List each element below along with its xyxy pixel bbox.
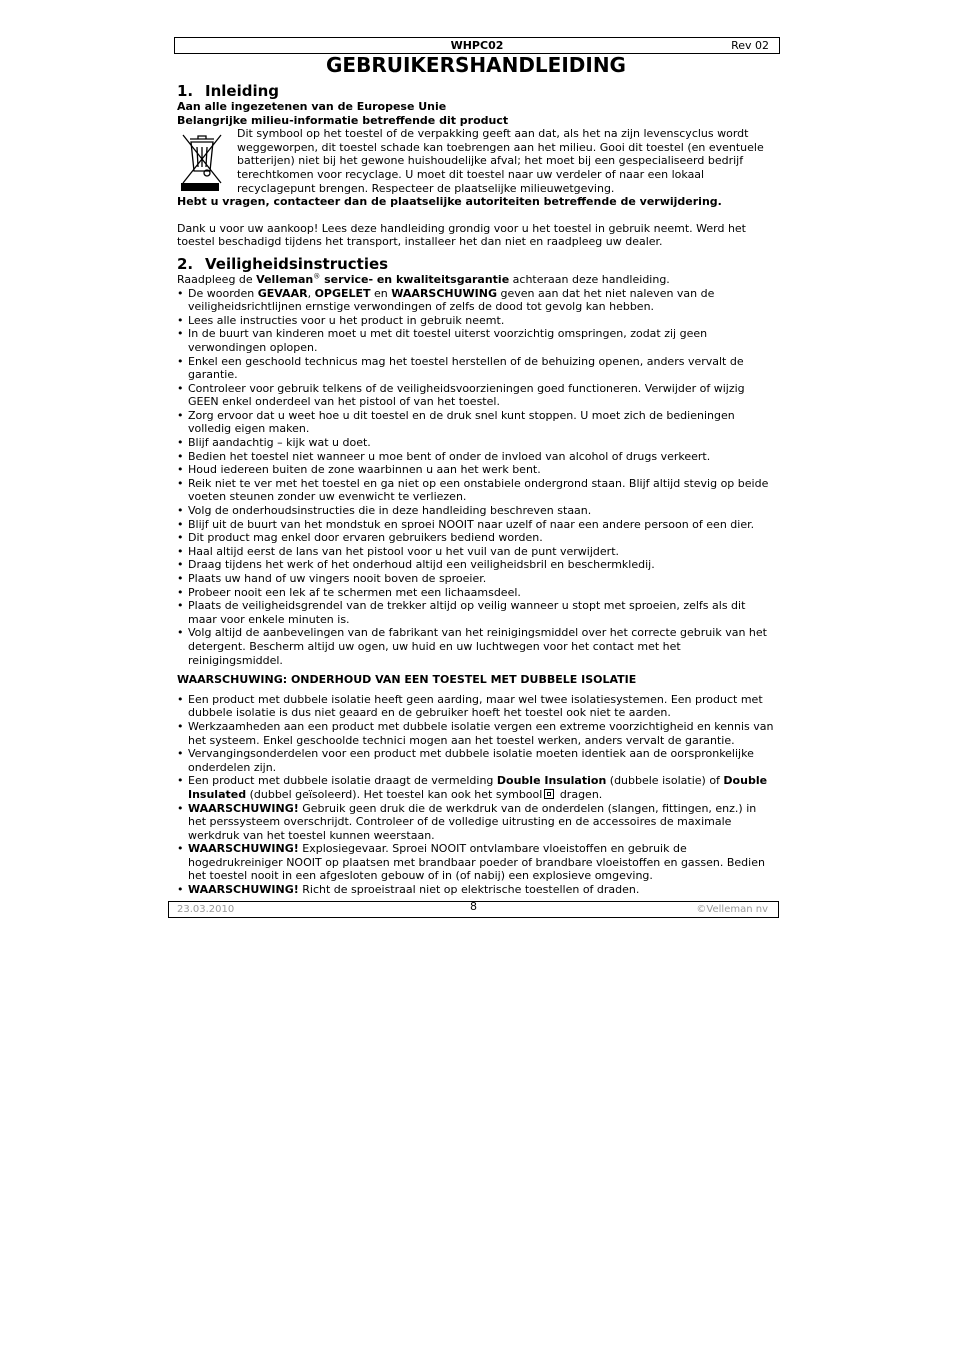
di-t2: (dubbele isolatie) of [606, 774, 724, 788]
header-revision: Rev 02 [731, 39, 769, 52]
footer-copyright: ©Velleman nv [696, 904, 768, 915]
insulation-list [177, 693, 777, 897]
warning-label: WAARSCHUWING! [188, 801, 299, 815]
environment-info-line: Belangrijke milieu-informatie betreffende dit product [177, 113, 509, 127]
intro-prefix: Raadpleeg de [177, 272, 257, 286]
list-item: • Bedien het toestel niet wanneer u moe bent of onder de invloed van alcohol of drugs verkeert. [177, 450, 777, 464]
thanks-paragraph: Dank u voor uw aankoop! Lees deze handleiding grondig voor u het toestel in gebruik neemt. Werd het toestel beschadigd tijdens het transport, installeer het dan niet en raadpleeg uw dealer. [177, 221, 746, 249]
list-item: • Volg de onderhoudsinstructies die in deze handleiding beschreven staan. [177, 504, 777, 518]
list-item: • Blijf aandachtig – kijk wat u doet. [177, 436, 777, 450]
di-b2: Double Insulated [188, 774, 768, 801]
warning-text: Explosiegevaar. Sproei NOOIT ontvlambare vloeistoffen en gebruik de hogedrukreiniger NOOIT op plaatsen met brandbaar poeder of brandbare vloeistoffen en gassen. Bedien het toestel nooit in een afgesloten gebouw of in (of nabij) een explosieve omgeving. [188, 842, 765, 883]
warranty-intro [177, 273, 777, 287]
list-item: • Haal altijd eerst de lans van het pistool voor u het vuil van de punt verwijdert. [177, 545, 777, 559]
section2-title: Veiligheidsinstructies [205, 254, 389, 273]
list-item: • Reik niet te ver met het toestel en ga niet op een onstabiele ondergrond staan. Blijf altijd stevig op beide voeten steunen zonder uw evenwicht te verliezen. [177, 477, 777, 504]
list-item: • Probeer nooit een lek af te schermen met een lichaamsdeel. [177, 586, 777, 600]
list-item: • Vervangingsonderdelen voor een product met dubbele isolatie moeten identiek aan de oorspronkelijke onderdelen zijn. [177, 747, 777, 774]
section2-number: 2. [177, 254, 194, 273]
list-item [177, 774, 777, 801]
weee-notice [177, 127, 777, 195]
double-insulation-symbol-icon [544, 789, 554, 799]
di-t3: (dubbel geïsoleerd). Het toestel kan ook het symbool [246, 787, 543, 801]
list-item: • Volg altijd de aanbevelingen van de fabrikant van het reinigingsmiddel over het correcte gebruik van het detergent. Bescherm altijd uw ogen, uw huid en uw luchtwegen voor het contact met het reinigingsmiddel. [177, 626, 777, 667]
warning-label: WAARSCHUWING! [188, 883, 299, 897]
fb-w2: OPGELET [314, 286, 371, 300]
list-item: • Blijf uit de buurt van het mondstuk en sproei NOOIT naar uzelf of naar een andere persoon of een dier. [177, 518, 777, 532]
di-t1: Een product met dubbele isolatie draagt de vermelding [188, 774, 497, 788]
fb-t2: , [307, 286, 315, 300]
fb-t4: geven aan dat het niet naleven van de veiligheidsrichtlijnen ernstige verwondingen of zelfs de dood tot gevolg kan hebben. [188, 286, 715, 314]
footer-date: 23.03.2010 [177, 904, 235, 915]
double-insulation-warning-heading: WAARSCHUWING: ONDERHOUD VAN EEN TOESTEL MET DUBBELE ISOLATIE [177, 673, 637, 687]
list-item: • Een product met dubbele isolatie heeft geen aarding, maar wel twee isolatiesystemen. Een product met dubbele isolatie is dus niet geaard en de gebruiker hoeft het toestel ook niet te aarden. [177, 693, 777, 720]
document-body [177, 82, 777, 897]
safety-list [177, 287, 777, 668]
fb-w3: WAARSCHUWING [391, 286, 498, 300]
list-item [177, 842, 777, 883]
fb-w1: GEVAAR [257, 286, 308, 300]
registered-mark: ® [313, 272, 321, 281]
eu-residents-line: Aan alle ingezetenen van de Europese Unie [177, 100, 447, 113]
list-item: • In de buurt van kinderen moet u met dit toestel uiterst voorzichtig omspringen, zodat zij geen verwondingen oplopen. [177, 327, 777, 354]
header-model: WHPC02 [450, 39, 504, 52]
warning-label: WAARSCHUWING! [188, 842, 299, 856]
list-item [177, 883, 777, 897]
list-item: • Plaats uw hand of uw vingers nooit boven de sproeier. [177, 572, 777, 586]
section1-title: Inleiding [205, 82, 280, 100]
list-item: • Dit product mag enkel door ervaren gebruikers bediend worden. [177, 531, 777, 545]
intro-suffix: achteraan deze handleiding. [509, 272, 670, 286]
crossed-out-wheelie-bin-icon [177, 127, 227, 191]
warning-text: Gebruik geen druk die de werkdruk van de onderdelen (slangen, fittingen, enz.) in het perssysteem overschrijdt. Controleer of de volledige uitrusting en de accessoires de maximale werkdruk van het toestel kunnen weerstaan. [188, 801, 757, 842]
list-item [177, 287, 777, 314]
list-item: • Draag tijdens het werk of het onderhoud altijd een veiligheidsbril en beschermkledij. [177, 558, 777, 572]
list-item: • Zorg ervoor dat u weet hoe u dit toestel en de druk snel kunt stoppen. U moet zich de bedieningen volledig eigen maken. [177, 409, 777, 436]
section1-number: 1. [177, 82, 194, 100]
list-item: • Plaats de veiligheidsgrendel van de trekker altijd op veilig wanneer u stopt met sproeien, zelfs als dit maar voor enkele minuten is. [177, 599, 777, 626]
list-item: • Lees alle instructies voor u het product in gebruik neemt. [177, 314, 777, 328]
warning-text: Richt de sproeistraal niet op elektrische toestellen of draden. [298, 883, 640, 897]
weee-text: Dit symbool op het toestel of de verpakking geeft aan dat, als het na zijn levenscyclus wordt weggeworpen, dit toestel schade kan toebrengen aan het milieu. Gooi dit toestel (en eventuele batterijen) niet bij het gewone huishoudelijke afval; het moet bij een gespecialiseerd bedrijf terechtkomen voor recyclage. U moet dit toestel naar uw verdeler of naar een lokaal recyclagepunt brengen. Respecteer de plaatselijke milieuwetgeving. [237, 127, 764, 195]
page-footer [168, 901, 779, 918]
intro-bold: service- en kwaliteitsgarantie [320, 272, 510, 286]
list-item: • Houd iedereen buiten de zone waarbinnen u aan het werk bent. [177, 463, 777, 477]
list-item: • Controleer voor gebruik telkens of de veiligheidsvoorzieningen goed functioneren. Verwijder of wijzig GEEN enkel onderdeel van het pistool of van het toestel. [177, 382, 777, 409]
list-item [177, 802, 777, 843]
fb-t1: De woorden [188, 286, 258, 300]
intro-brand: Velleman [256, 272, 314, 286]
page-number: 8 [470, 900, 477, 913]
contact-authorities-line: Hebt u vragen, contacteer dan de plaatselijke autoriteiten betreffende de verwijdering. [177, 195, 722, 209]
fb-t3: en [370, 286, 392, 300]
di-b1: Double Insulation [496, 774, 607, 788]
section2-heading [177, 255, 777, 273]
list-item: • Werkzaamheden aan een product met dubbele isolatie vergen een extreme voorzichtigheid en kennis van het systeem. Enkel geschoolde technici mogen aan het toestel werken, anders vervalt de garantie. [177, 720, 777, 747]
document-title: GEBRUIKERSHANDLEIDING [326, 53, 626, 77]
list-item: • Enkel een geschoold technicus mag het toestel herstellen of de behuizing openen, anders vervalt de garantie. [177, 355, 777, 382]
section1-heading [177, 82, 777, 100]
di-t4: dragen. [556, 787, 603, 801]
